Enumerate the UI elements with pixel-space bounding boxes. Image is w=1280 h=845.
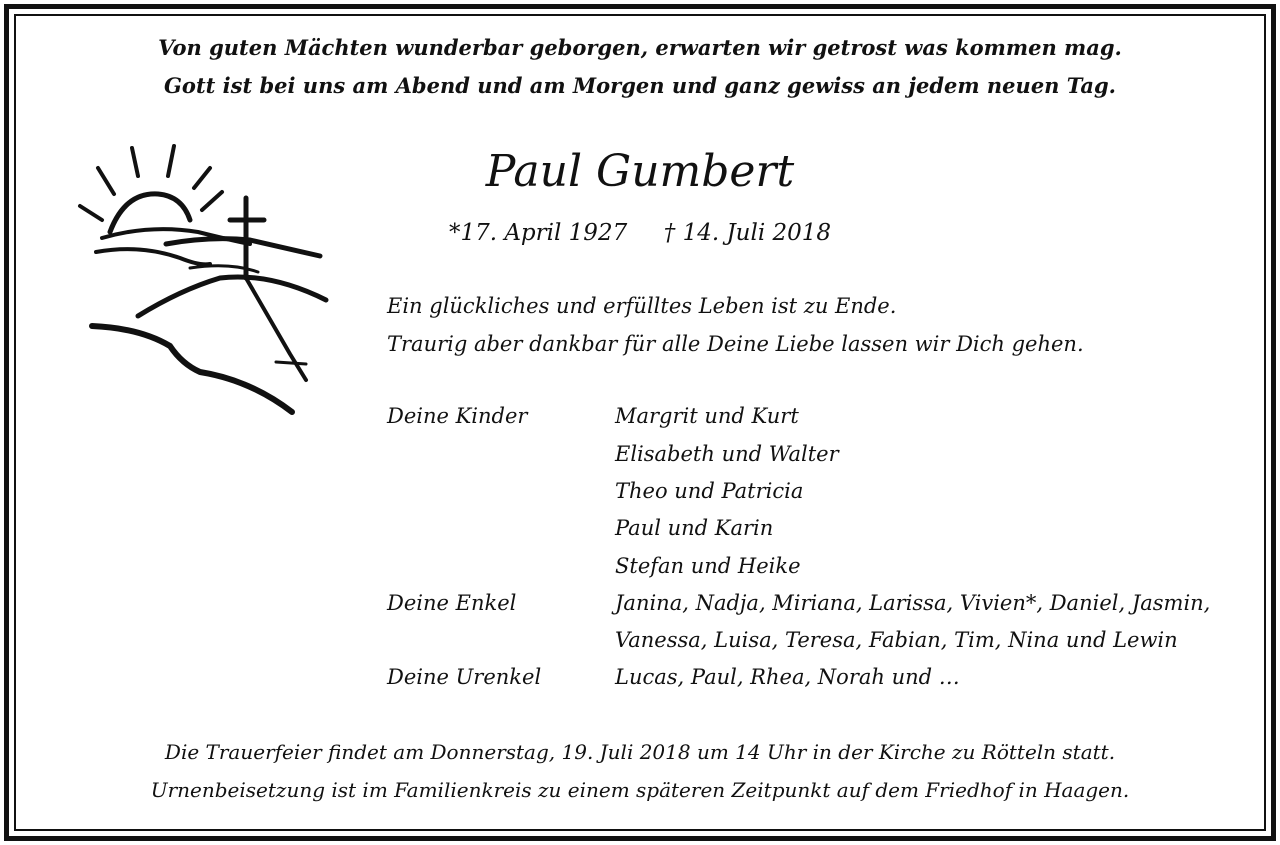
motto-line-2: Gott ist bei uns am Abend und am Morgen und ganz gewiss an jedem neuen Tag. <box>164 73 1116 98</box>
ceremony-info: Die Trauerfeier findet am Donnerstag, 19. Juli 2018 um 14 Uhr in der Kirche zu Rötteln statt. <box>164 740 1116 764</box>
sunrise-cross-hills-icon <box>70 140 340 425</box>
children-entry: Stefan und Heike <box>615 554 801 578</box>
children-entry: Elisabeth und Walter <box>615 442 839 466</box>
children-label: Deine Kinder <box>387 404 528 428</box>
life-dates: *17. April 1927 † 14. Juli 2018 <box>448 220 832 246</box>
children-entry: Paul und Karin <box>615 516 774 540</box>
intro-line-2: Traurig aber dankbar für alle Deine Liebe lassen wir Dich gehen. <box>387 332 1084 356</box>
intro-line-1: Ein glückliches und erfülltes Leben ist zu Ende. <box>387 294 897 318</box>
children-entry: Theo und Patricia <box>615 479 804 503</box>
grandchildren-entry: Vanessa, Luisa, Teresa, Fabian, Tim, Nina und Lewin <box>615 628 1178 652</box>
deceased-name: Paul Gumbert <box>485 146 795 197</box>
children-entry: Margrit und Kurt <box>615 404 799 428</box>
grandchildren-entry: Janina, Nadja, Miriana, Larissa, Vivien*, Daniel, Jasmin, <box>615 591 1211 615</box>
great-grandchildren-label: Deine Urenkel <box>387 665 542 689</box>
grandchildren-label: Deine Enkel <box>387 591 517 615</box>
burial-info: Urnenbeisetzung ist im Familienkreis zu einem späteren Zeitpunkt auf dem Friedhof in Haagen. <box>150 778 1130 802</box>
great-grandchildren-entry: Lucas, Paul, Rhea, Norah und … <box>615 665 960 689</box>
motto-line-1: Von guten Mächten wunderbar geborgen, erwarten wir getrost was kommen mag. <box>158 35 1122 60</box>
